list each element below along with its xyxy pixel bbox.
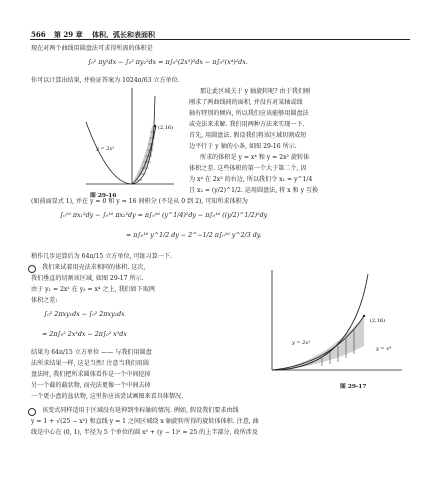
right-line-6: 边平行于 y 轴的小条, 如图 29-16 所示. xyxy=(189,143,297,150)
right-line-5: 首先, 用圆盘法. 假设我们将该区域切割成短 xyxy=(189,132,307,139)
fig16-shaded-region xyxy=(132,126,156,184)
right-line-9: 为 x⁴ 在 2x² 的右边, 所以我们令 x₁ = y^1/4 xyxy=(189,176,313,183)
left-line-2: 我们垂直的切割该区域, 如图 29-17 所示. xyxy=(31,275,144,282)
right-line-7: 所求的体积是 y = x⁴ 和 y = 2x² 旋转体 xyxy=(200,154,310,161)
fig17-label-x4: y = x⁴ xyxy=(376,346,392,352)
left-line-5: 结果为 64π/15 立方单位 —— 与我们用圆盘 xyxy=(31,349,152,356)
fig17-point xyxy=(363,315,365,317)
final-line-1: 该变式同样适用于区域没有延伸到坐标轴的情况. 例如, 假设我们要求由线 xyxy=(42,407,239,414)
fig16-point xyxy=(154,125,156,127)
right-line-3: 轴有特别的倾向, 所以我们应该能够用圆盘法 xyxy=(189,110,309,117)
right-line-10: 且 x₂ = (y/2)^1/2. 运用圆盘法, 将 x 和 y 互换 xyxy=(189,187,319,194)
right-line-8: 体积之差. 这些体积的第一个大于第二个, 因 xyxy=(189,165,307,172)
left-line-9: 一个更小盘的盆状物, 这里你应该尝试画图来看具体情况. xyxy=(31,393,184,400)
fig17-point-label: (2,16) xyxy=(370,318,386,324)
left-line-8: 另一个截的截状物, 而壳法更像一个中间去掉 xyxy=(31,382,151,389)
left-line-6: 法所求结果一样, 这是当然! 注意当我们用圆 xyxy=(31,360,149,367)
fig17-label-2x2: y = 2x² xyxy=(292,340,311,346)
final-line-2: y = 1 + √(25 − x²) 和直线 y = 1 之间区域绕 x 轴旋转所得的旋转体体积. 注意, 曲 xyxy=(31,418,259,425)
fig16-point-label: (2,16) xyxy=(158,125,174,131)
paragraph-1: 现在对两个曲线用圆盘法可求得所需的体积是 xyxy=(31,45,153,52)
paragraph-3: (如前面显式 1), 并在 y = 0 和 y = 16 间积分 (不是从 0 到 2), 可知所求体积为 xyxy=(31,198,248,205)
right-line-2: 刚求了两曲线间的面积, 并没有对某轴或线 xyxy=(189,99,303,106)
equation-2a: ∫₀¹⁶ πx₁²dy − ∫₀¹⁶ πx₂²dy = π∫₀¹⁶ (y^1/4)²dy − π∫₀¹⁶ ((y/2)^1/2)²dy xyxy=(60,212,268,219)
equation-3a: ∫₀² 2πxy₁dx − ∫₀² 2πxy₂dx xyxy=(44,311,125,318)
equation-3b: = 2π∫₀² 2x³dx − 2π∫₀² x⁵dx xyxy=(42,331,127,338)
figure-29-16 xyxy=(82,86,177,188)
chapter-number: 第 29 章 xyxy=(54,30,83,39)
equation-2b: = π∫₀¹⁶ y^1/2 dy − 2^−1/2 π∫₀¹⁶ y^2/3 dy. xyxy=(126,232,262,239)
paragraph-2: 你可以计算出结果, 并验证答案为 1024π/63 立方单位. xyxy=(31,77,180,84)
figure-29-16-caption: 图 29-16 xyxy=(90,193,117,199)
page-number: 566 xyxy=(31,30,46,39)
left-line-1: 我们来试着用壳法求相同的体积. 这次, xyxy=(42,264,146,271)
figure-29-17-caption: 图 29-17 xyxy=(340,384,367,390)
fig16-label-2x2: y = 2x² xyxy=(96,146,115,152)
fig17-shaded-region xyxy=(272,316,364,370)
right-line-1: 那让此区域关于 y 轴旋转呢? 由于我们刚 xyxy=(200,88,311,95)
right-line-4: 或壳法来求解. 我们用两种方法来实现一下. xyxy=(189,121,305,128)
left-line-7: 盘法时, 我们把所求圆体看作是一个中间挖掉 xyxy=(31,371,151,378)
paragraph-4: 稍作几步运算后为 64π/15 立方单位, 可练习算一下. xyxy=(31,253,172,260)
margin-bullet-1 xyxy=(28,265,36,273)
header-rule xyxy=(30,39,410,40)
left-line-4: 体积之差: xyxy=(31,297,58,304)
figure-29-17 xyxy=(252,266,412,376)
final-line-3: 线是中心在 (0, 1), 半径为 5 个单位的圆 x² + (y − 1)² = 25 的上半部分, 故所涉及 xyxy=(31,429,258,436)
fig16-curve-left xyxy=(86,122,132,184)
left-line-3: 由于 y₁ = 2x² 在 y₂ = x⁴ 之上, 我们如下取两 xyxy=(31,286,156,293)
chapter-title: 体积、弧长和表面积 xyxy=(92,30,155,39)
equation-1: ∫₀² πy²dx − ∫₀² πy₂²dx = π∫₀²(2x²)²dx − π∫₀²(x⁴)²dx. xyxy=(88,59,248,66)
margin-bullet-2 xyxy=(28,408,36,416)
